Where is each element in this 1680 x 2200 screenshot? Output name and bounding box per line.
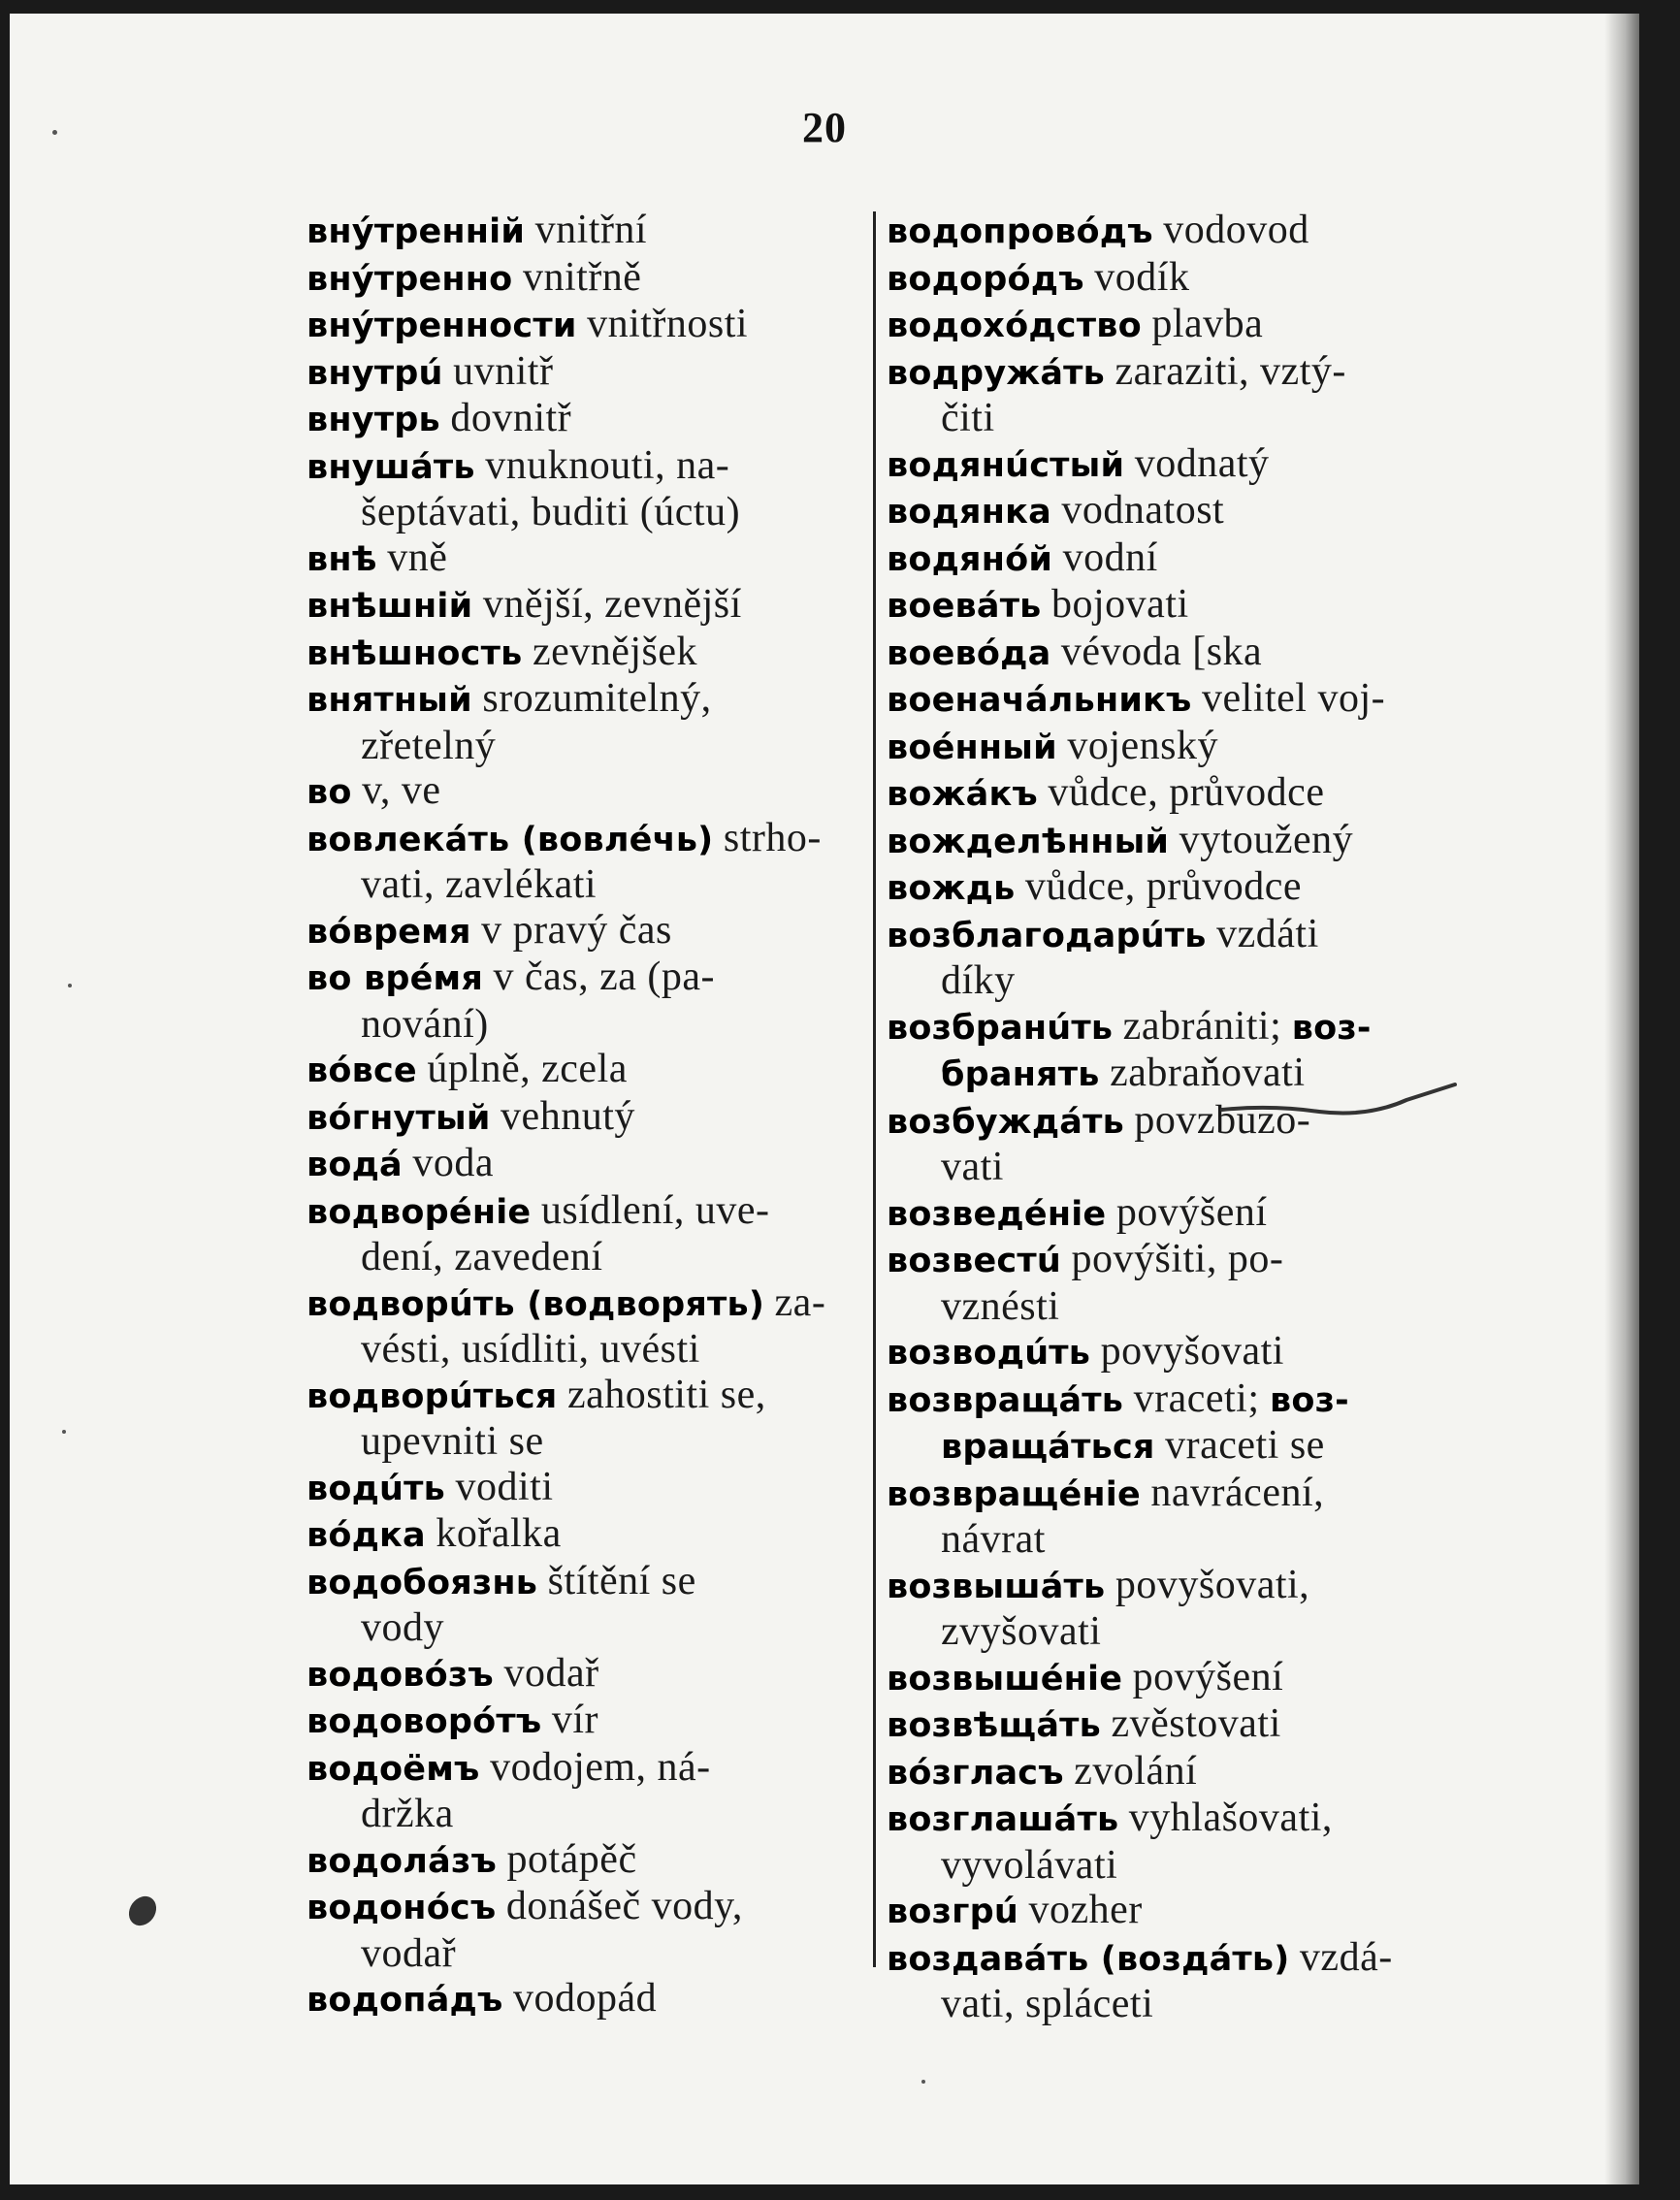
left-entry bbox=[307, 1837, 869, 1885]
right-entry bbox=[887, 1237, 1449, 1329]
translation: vévoda [ska bbox=[1060, 629, 1263, 674]
continuation-line bbox=[307, 724, 869, 769]
left-entry bbox=[307, 396, 869, 443]
headword: возвышáть bbox=[887, 1567, 1106, 1606]
page-number: 20 bbox=[802, 104, 847, 151]
right-entry bbox=[887, 441, 1449, 489]
translation: vzdá- bbox=[1299, 1934, 1393, 1980]
headword-continued: воз- bbox=[1291, 1008, 1372, 1048]
translation: zaraziti, vztý- bbox=[1115, 348, 1346, 394]
headword: воéнный bbox=[887, 728, 1057, 767]
headword: водолáзъ bbox=[307, 1841, 497, 1881]
headword: внýтренно bbox=[307, 259, 513, 299]
headword: внýтреннiй bbox=[307, 212, 526, 251]
headword: вовлекáть (вовлéчь) bbox=[307, 820, 714, 859]
translation: voda bbox=[412, 1141, 495, 1185]
column-divider bbox=[873, 211, 876, 1967]
right-entry bbox=[887, 1935, 1449, 2027]
left-entry bbox=[307, 582, 869, 630]
left-column bbox=[307, 208, 869, 2023]
translation: vnitřnosti bbox=[587, 302, 749, 346]
translation: uvnitř bbox=[453, 348, 554, 394]
continuation-line bbox=[887, 1609, 1449, 1655]
translation-continued: vyvolávati bbox=[941, 1842, 1118, 1888]
headword: внѣшнiй bbox=[307, 587, 473, 626]
continuation-line bbox=[307, 1235, 869, 1280]
headword-continued: воз- bbox=[1270, 1380, 1349, 1420]
translation-continued: zabraňovati bbox=[1110, 1051, 1306, 1095]
headword: внутрь bbox=[307, 401, 440, 439]
headword: во bbox=[307, 773, 352, 812]
continuation-line bbox=[887, 1982, 1449, 2027]
right-entry bbox=[887, 1190, 1449, 1238]
translation: vehnutý bbox=[501, 1093, 635, 1139]
right-entry bbox=[887, 349, 1449, 441]
continuation-line bbox=[887, 958, 1449, 1004]
scan-speck bbox=[52, 130, 57, 135]
headword: возведéнie bbox=[887, 1194, 1107, 1234]
headword: водопровóдъ bbox=[887, 212, 1153, 251]
translation: vůdce, průvodce bbox=[1024, 864, 1302, 909]
headword: вóдка bbox=[307, 1516, 426, 1555]
translation: vodík bbox=[1094, 254, 1190, 300]
right-entry bbox=[887, 1329, 1449, 1376]
headword: возгрú bbox=[887, 1893, 1018, 1931]
left-entry bbox=[307, 1884, 869, 1976]
translation: usídlení, uve- bbox=[540, 1187, 770, 1233]
continuation-line bbox=[307, 862, 869, 908]
headword: возвестú bbox=[887, 1242, 1061, 1280]
headword: возвѣщáть bbox=[887, 1706, 1101, 1745]
headword: вождь bbox=[887, 869, 1016, 908]
translation-continued: vodař bbox=[361, 1930, 457, 1976]
headword: внушáть bbox=[307, 447, 475, 487]
translation: vír bbox=[551, 1698, 599, 1742]
headword: возблагодарúть bbox=[887, 916, 1207, 955]
headword: водонóсъ bbox=[307, 1889, 497, 1927]
translation: srozumitelný, bbox=[482, 676, 712, 721]
translation: kořalka bbox=[436, 1511, 562, 1556]
right-entry bbox=[887, 1888, 1449, 1935]
translation: za- bbox=[774, 1279, 826, 1325]
headword: вóвсе bbox=[307, 1051, 417, 1090]
continuation-line bbox=[887, 1423, 1449, 1471]
left-entry bbox=[307, 535, 869, 583]
headword: внутрú bbox=[307, 353, 443, 393]
left-entry bbox=[307, 1976, 869, 2023]
headword: водоёмъ bbox=[307, 1749, 480, 1789]
translation-continued: vody bbox=[361, 1605, 444, 1650]
translation: štítění se bbox=[547, 1558, 696, 1603]
headword: вóвремя bbox=[307, 912, 471, 952]
headword: возбранúть bbox=[887, 1008, 1114, 1048]
right-entry bbox=[887, 582, 1449, 630]
translation: vnitřní bbox=[534, 208, 648, 252]
headword: водá bbox=[307, 1146, 403, 1184]
headword: водворúться bbox=[307, 1376, 558, 1416]
translation: zvěstovati bbox=[1111, 1701, 1281, 1746]
translation-continued: návrat bbox=[941, 1517, 1046, 1562]
translation: povýšiti, po- bbox=[1071, 1237, 1284, 1281]
translation: povyšovati bbox=[1100, 1329, 1284, 1374]
continuation-line bbox=[887, 1284, 1449, 1330]
headword: военачáльникъ bbox=[887, 681, 1192, 720]
headword-continued: вращáться bbox=[941, 1428, 1155, 1467]
translation: zvolání bbox=[1074, 1748, 1198, 1794]
pencil-annotation-mark bbox=[1212, 1071, 1465, 1129]
headword: водружáть bbox=[887, 353, 1105, 393]
translation: vodař bbox=[503, 1650, 599, 1696]
translation: vodnatý bbox=[1134, 440, 1270, 486]
translation-continued: šeptávati, buditi (úctu) bbox=[361, 490, 741, 534]
left-entry bbox=[307, 255, 869, 303]
translation: vodopád bbox=[512, 1976, 658, 2021]
translation: potápěč bbox=[506, 1836, 637, 1882]
headword: вóзгласъ bbox=[887, 1753, 1064, 1793]
left-entry bbox=[307, 908, 869, 955]
headword-continued: бранять bbox=[941, 1055, 1100, 1094]
headword: во врéмя bbox=[307, 959, 484, 998]
headword: возводúть bbox=[887, 1334, 1091, 1373]
scan-speck bbox=[921, 2080, 925, 2084]
continuation-line bbox=[307, 1931, 869, 1977]
continuation-line bbox=[307, 1419, 869, 1465]
headword: воевóда bbox=[887, 633, 1051, 673]
translation: vnuknouti, na- bbox=[485, 442, 730, 488]
headword: вожделѣнный bbox=[887, 822, 1170, 861]
right-entry bbox=[887, 1376, 1449, 1471]
left-entry bbox=[307, 208, 869, 255]
translation: voditi bbox=[455, 1464, 554, 1509]
translation-continued: vraceti se bbox=[1165, 1423, 1325, 1468]
translation: vojenský bbox=[1067, 723, 1219, 768]
continuation-line bbox=[887, 1843, 1449, 1889]
headword: водохóдство bbox=[887, 307, 1142, 345]
translation: strho- bbox=[723, 815, 822, 860]
translation: povzbuzo- bbox=[1134, 1097, 1311, 1143]
translation-continued: vati, zavlékati bbox=[361, 862, 598, 907]
translation: dovnitř bbox=[450, 396, 572, 440]
left-entry bbox=[307, 1651, 869, 1699]
headword: водворúть (водворять) bbox=[307, 1284, 765, 1324]
right-entry bbox=[887, 630, 1449, 677]
headword: водорóдъ bbox=[887, 259, 1084, 299]
headword: возбуждáть bbox=[887, 1102, 1124, 1142]
headword: возвращéнie bbox=[887, 1474, 1141, 1514]
left-entry bbox=[307, 1745, 869, 1837]
translation: bojovati bbox=[1051, 582, 1189, 627]
left-entry bbox=[307, 1373, 869, 1465]
right-entry bbox=[887, 1701, 1449, 1749]
translation: vodní bbox=[1062, 534, 1158, 580]
translation: vnitřně bbox=[522, 254, 642, 300]
headword: водянóй bbox=[887, 539, 1053, 579]
right-entry bbox=[887, 1796, 1449, 1888]
translation-continued: nování) bbox=[361, 1001, 489, 1047]
headword: водворéнie bbox=[307, 1192, 532, 1232]
translation: velitel voj- bbox=[1202, 676, 1386, 721]
left-entry bbox=[307, 1141, 869, 1188]
translation: zabrániti; bbox=[1122, 1003, 1282, 1049]
headword: возвращáть bbox=[887, 1380, 1124, 1420]
translation: zahostiti se, bbox=[566, 1372, 766, 1417]
left-entry bbox=[307, 1280, 869, 1373]
left-entry bbox=[307, 768, 869, 816]
spine-shadow bbox=[1604, 14, 1639, 2184]
translation-continued: vati, spláceti bbox=[941, 1982, 1154, 2026]
translation-continued: dení, zavedení bbox=[361, 1235, 603, 1279]
right-entry bbox=[887, 864, 1449, 912]
translation: plavba bbox=[1151, 302, 1264, 346]
translation: vozher bbox=[1028, 1888, 1143, 1932]
continuation-line bbox=[307, 1792, 869, 1837]
right-entry bbox=[887, 818, 1449, 865]
translation: vnější, zevnější bbox=[482, 582, 742, 627]
translation-continued: držka bbox=[361, 1792, 454, 1836]
scan-speck bbox=[62, 1430, 66, 1434]
headword: водúть bbox=[307, 1469, 445, 1508]
continuation-line bbox=[307, 1605, 869, 1651]
translation-continued: zvyšovati bbox=[941, 1609, 1102, 1654]
translation: vzdáti bbox=[1216, 911, 1319, 956]
headword: возглашáть bbox=[887, 1800, 1119, 1839]
right-entry bbox=[887, 302, 1449, 349]
headword: внѣшность bbox=[307, 633, 523, 673]
continuation-line bbox=[307, 1002, 869, 1048]
headword: внýтренности bbox=[307, 307, 577, 345]
headword: внятный bbox=[307, 681, 472, 720]
right-entry bbox=[887, 255, 1449, 303]
headword: воевáть bbox=[887, 587, 1042, 626]
translation-continued: vznésti bbox=[941, 1283, 1060, 1329]
right-entry bbox=[887, 724, 1449, 771]
left-entry bbox=[307, 1511, 869, 1559]
right-entry bbox=[887, 1655, 1449, 1702]
right-entry bbox=[887, 488, 1449, 535]
continuation-line bbox=[887, 1145, 1449, 1190]
left-entry bbox=[307, 676, 869, 768]
continuation-line bbox=[307, 1327, 869, 1373]
left-entry bbox=[307, 1698, 869, 1745]
translation: úplně, zcela bbox=[427, 1047, 628, 1091]
continuation-line bbox=[887, 396, 1449, 441]
scan-speck bbox=[68, 984, 72, 987]
continuation-line bbox=[887, 1517, 1449, 1563]
headword: возвышéнie bbox=[887, 1659, 1123, 1699]
headword: водопáдъ bbox=[307, 1981, 503, 2020]
translation: povýšení bbox=[1132, 1654, 1284, 1699]
headword: водовóзъ bbox=[307, 1655, 494, 1695]
headword: водянка bbox=[887, 493, 1051, 532]
translation-continued: díky bbox=[941, 958, 1016, 1003]
continuation-line bbox=[307, 490, 869, 535]
left-entry bbox=[307, 1047, 869, 1094]
translation: vodnatost bbox=[1061, 488, 1225, 533]
translation-continued: čiti bbox=[941, 396, 995, 440]
translation: vodovod bbox=[1163, 208, 1309, 252]
right-entry bbox=[887, 208, 1449, 255]
left-entry bbox=[307, 630, 869, 677]
translation: donášeč vody, bbox=[505, 1884, 743, 1928]
translation: v pravý čas bbox=[481, 907, 672, 953]
left-entry bbox=[307, 1188, 869, 1280]
translation: vyhlašovati, bbox=[1128, 1796, 1333, 1840]
translation-continued: zřetelný bbox=[361, 723, 497, 768]
headword: водянúстый bbox=[887, 445, 1125, 485]
translation: vodojem, ná- bbox=[490, 1744, 711, 1790]
left-entry bbox=[307, 1465, 869, 1512]
translation: zevnějšek bbox=[532, 629, 698, 674]
left-entry bbox=[307, 443, 869, 535]
left-entry bbox=[307, 349, 869, 397]
scan-speck bbox=[123, 1891, 162, 1930]
left-entry bbox=[307, 816, 869, 908]
translation: vraceti; bbox=[1133, 1375, 1260, 1421]
translation-continued: vati bbox=[941, 1145, 1004, 1189]
left-entry bbox=[307, 1094, 869, 1142]
right-entry bbox=[887, 1471, 1449, 1563]
translation-continued: upevniti se bbox=[361, 1419, 544, 1464]
translation: vytoužený bbox=[1179, 817, 1354, 862]
headword: вожáкъ bbox=[887, 775, 1038, 814]
translation: povýšení bbox=[1115, 1189, 1268, 1235]
left-entry bbox=[307, 302, 869, 349]
headword: водоворóтъ bbox=[307, 1702, 542, 1741]
headword: внѣ bbox=[307, 539, 377, 579]
right-entry bbox=[887, 676, 1449, 724]
headword: воздавáть (воздáть) bbox=[887, 1939, 1290, 1979]
right-entry bbox=[887, 1563, 1449, 1655]
right-entry bbox=[887, 912, 1449, 1004]
translation: navrácení, bbox=[1150, 1470, 1325, 1515]
translation-continued: vésti, usídliti, uvésti bbox=[361, 1327, 700, 1372]
headword: водобоязнь bbox=[307, 1563, 538, 1602]
translation: vně bbox=[387, 534, 448, 580]
headword: вóгнутый bbox=[307, 1098, 491, 1138]
translation: v čas, za (pa- bbox=[493, 954, 716, 999]
left-entry bbox=[307, 954, 869, 1047]
right-entry bbox=[887, 770, 1449, 818]
translation: povyšovati, bbox=[1115, 1562, 1310, 1607]
right-entry bbox=[887, 1749, 1449, 1796]
right-entry bbox=[887, 535, 1449, 583]
dictionary-page bbox=[10, 14, 1639, 2184]
translation: vůdce, průvodce bbox=[1048, 770, 1325, 815]
left-entry bbox=[307, 1559, 869, 1651]
translation: v, ve bbox=[362, 768, 441, 813]
